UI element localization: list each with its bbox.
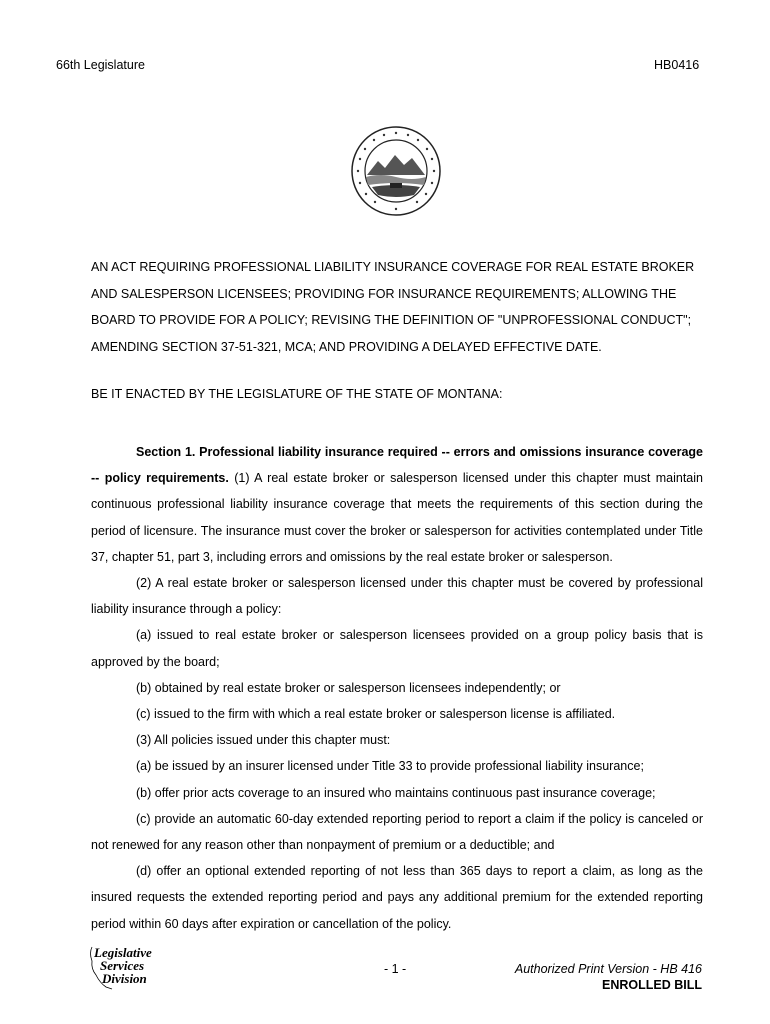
subsection-3: (3) All policies issued under this chapter must: [136, 733, 391, 748]
bill-title [91, 254, 703, 360]
bill-body [91, 439, 703, 937]
print-version-label: Authorized Print Version - HB 416 [514, 962, 702, 976]
enrolled-bill-label: ENROLLED BILL [602, 978, 702, 992]
subsection-2a: (a) issued to real estate broker or salesperson licensees provided on a group policy basis that is approved by the board; [91, 628, 703, 669]
legislative-services-logo [88, 943, 188, 991]
subsection-2b: (b) obtained by real estate broker or salesperson licensees independently; or [136, 680, 561, 695]
enacting-clause: BE IT ENACTED BY THE LEGISLATURE OF THE STATE OF MONTANA: [91, 387, 503, 401]
subsection-2: (2) A real estate broker or salesperson licensed under this chapter must be covered by professional liability insurance through a policy: [91, 576, 703, 617]
bill-number: HB0416 [654, 58, 700, 72]
subsection-2c: (c) issued to the firm with which a real estate broker or salesperson license is affiliated. [136, 707, 616, 722]
title-line: AMENDING SECTION 37-51-321, MCA; AND PROVIDING A DELAYED EFFECTIVE DATE. [91, 339, 602, 354]
subsection-3a: (a) be issued by an insurer licensed under Title 33 to provide professional liability insurance; [136, 759, 644, 774]
subsection-3b: (b) offer prior acts coverage to an insured who maintains continuous past insurance coverage; [136, 785, 656, 800]
logo-line-3: Division [102, 971, 147, 986]
title-line: AND SALESPERSON LICENSEES; PROVIDING FOR INSURANCE REQUIREMENTS; ALLOWING THE [91, 286, 677, 301]
subsection-1: (1) A real estate broker or salesperson licensed under this chapter must maintain continuous professional liability insurance coverage that meets the requirements of this section during the period of licensure. The insurance must cover the broker or salesperson for activities contemplated under Title 37, chapter 51, part 3, including errors and omissions by the real estate broker or salesperson. [91, 471, 703, 564]
page-number: - 1 - [384, 962, 407, 976]
section-1-paragraph [91, 439, 703, 570]
logo-line-2: Services [100, 958, 145, 973]
state-seal-icon [350, 125, 442, 217]
legislature-label: 66th Legislature [56, 58, 145, 72]
print-version-block [515, 962, 702, 992]
title-line: AN ACT REQUIRING PROFESSIONAL LIABILITY INSURANCE COVERAGE FOR REAL ESTATE BROKER [91, 260, 695, 274]
logo-line-1: Legislative [94, 945, 152, 960]
title-line: BOARD TO PROVIDE FOR A POLICY; REVISING THE DEFINITION OF "UNPROFESSIONAL CONDUCT"; [91, 313, 692, 327]
subsection-3d: (d) offer an optional extended reporting of not less than 365 days to report a claim, as long as the insured requests the extended reporting period and pays any additional premium for the extended reporting period within 60 days after expiration or cancellation of the policy. [91, 864, 703, 931]
section-1-heading: Section 1. Professional liability insurance required -- errors and omissions insurance coverage -- policy requirements. [91, 445, 703, 486]
subsection-3c: (c) provide an automatic 60-day extended reporting period to report a claim if the policy is canceled or not renewed for any reason other than nonpayment of premium or a deductible; and [91, 811, 703, 853]
